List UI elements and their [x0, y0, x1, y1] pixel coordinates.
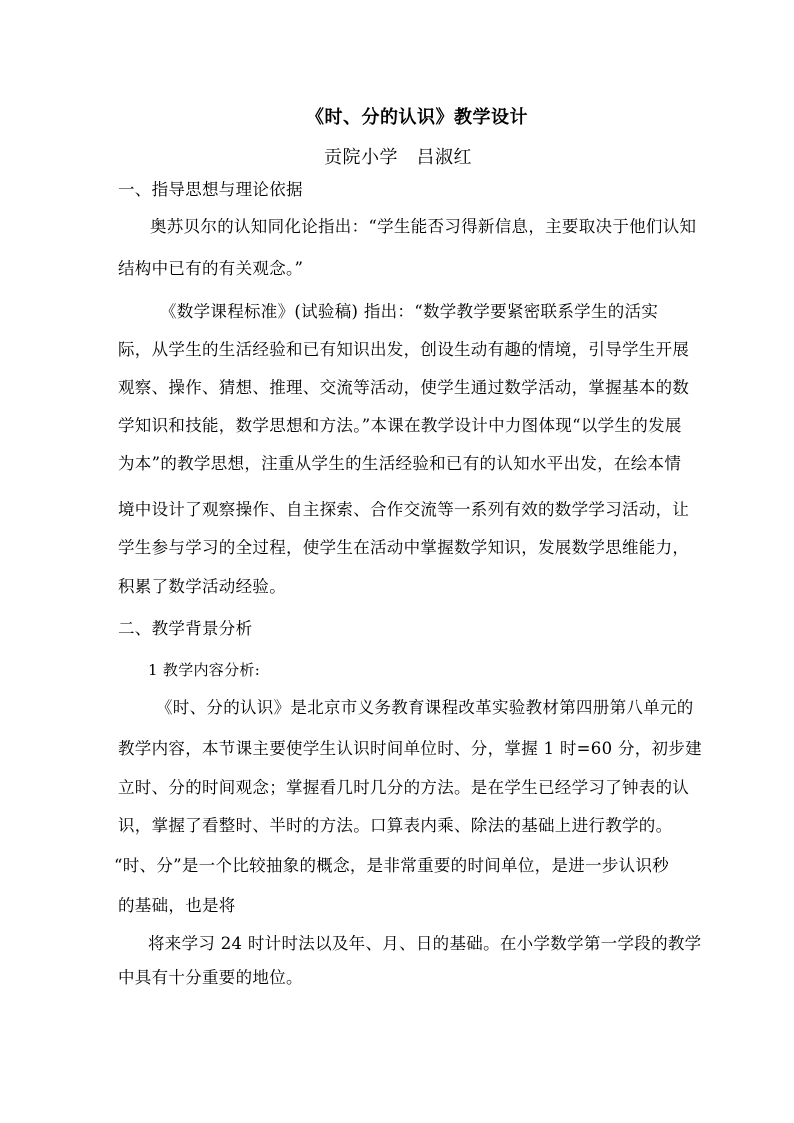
paragraph-line: 为本”的教学思想，注重从学生的生活经验和已有的认知水平出发，在绘本情	[118, 454, 682, 473]
paragraph-line: 识，掌握了看整时、半时的方法。口算表内乘、除法的基础上进行教学的。	[118, 816, 673, 835]
paragraph-line: 的基础，也是将	[118, 896, 236, 915]
paragraph-line: 奥苏贝尔的认知同化论指出：“学生能否习得新信息，主要取决于他们认知	[150, 217, 697, 236]
paragraph-line: 立时、分的时间观念；掌握看几时几分的方法。是在学生已经学习了钟表的认	[118, 778, 690, 797]
paragraph-line: 境中设计了观察操作、自主探索、合作交流等一系列有效的数学学习活动，让	[118, 500, 690, 519]
subsection-heading: 1 教学内容分析:	[148, 661, 261, 679]
paragraph-line: 观察、操作、猜想、推理、交流等活动，使学生通过数学活动，掌握基本的数	[118, 378, 690, 397]
paragraph-line: 学生参与学习的全过程，使学生在活动中掌握数学知识，发展数学思维能力，	[118, 538, 690, 557]
paragraph-line: 学知识和技能，数学思想和方法。”本课在教学设计中力图体现“以学生的发展	[118, 416, 682, 435]
paragraph-line: “时、分”是一个比较抽象的概念，是非常重要的时间单位，是进一步认识秒	[114, 856, 670, 875]
paragraph-line: 《数学课程标准》(试验稿) 指出：“数学教学要紧密联系学生的活实	[160, 302, 659, 321]
section-heading-1: 一、指导思想与理论依据	[118, 180, 303, 199]
paragraph-line: 将来学习 24 时计时法以及年、月、日的基础。在小学数学第一学段的教学	[148, 934, 702, 953]
paragraph-line: 中具有十分重要的地位。	[118, 968, 303, 987]
paragraph-line: 结构中已有的有关观念。”	[118, 259, 304, 278]
author-line: 贡院小学 吕淑红	[324, 147, 472, 168]
document-title: 《时、分的认识》教学设计	[306, 107, 528, 128]
paragraph-line: 积累了数学活动经验。	[118, 577, 286, 596]
paragraph-line: 教学内容，本节课主要使学生认识时间单位时、分，掌握 1 时=60 分，初步建	[118, 739, 702, 758]
paragraph-line: 《时、分的认识》是北京市义务教育课程改革实验教材第四册第八单元的	[156, 698, 694, 717]
section-heading-2: 二、教学背景分析	[118, 619, 253, 638]
paragraph-line: 际，从学生的生活经验和已有知识出发，创设生动有趣的情境，引导学生开展	[118, 340, 690, 359]
